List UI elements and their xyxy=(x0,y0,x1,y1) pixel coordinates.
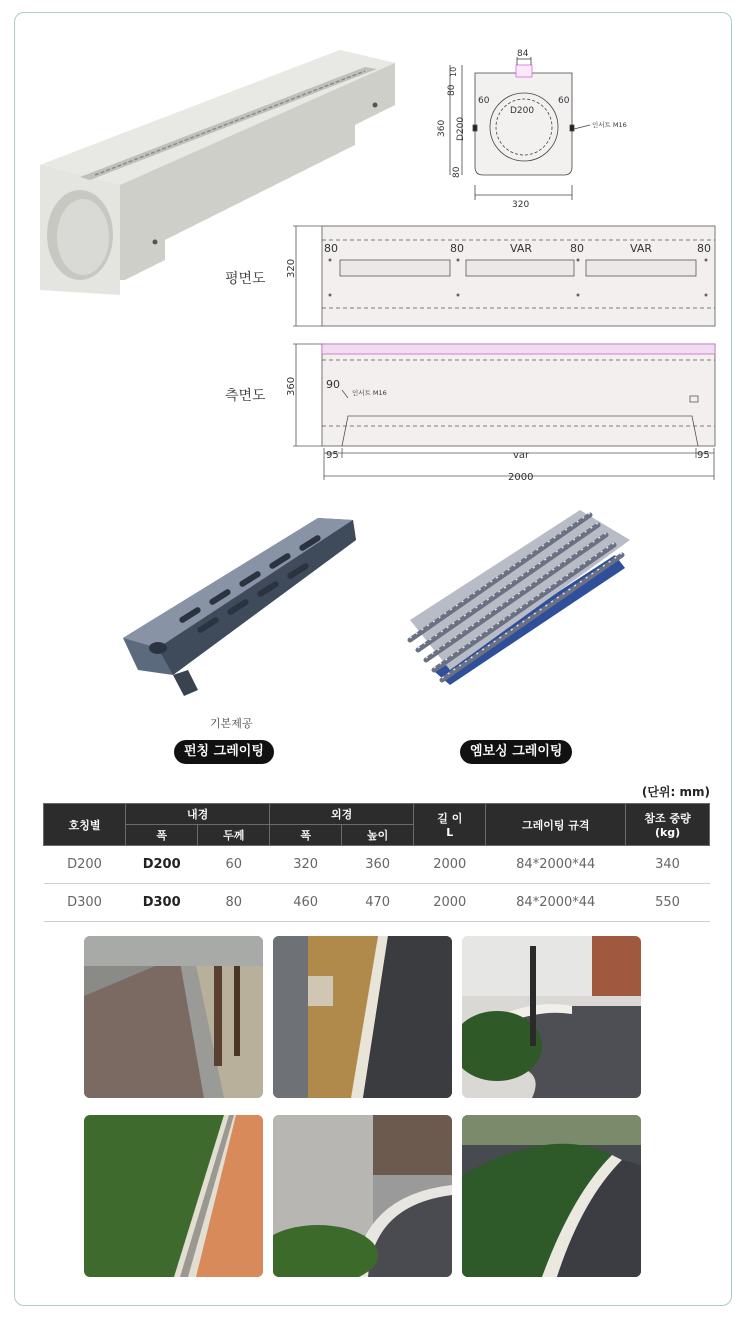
photo-lawn-edge-drain xyxy=(273,936,452,1098)
table-row xyxy=(44,846,710,884)
dim-10: 10 xyxy=(449,66,458,77)
header-name: 호칭별 xyxy=(44,804,126,846)
side-insert: 인서트 M16 xyxy=(352,389,387,397)
photo-wall-curve-drain xyxy=(273,1115,452,1277)
cell-inner-width: D200 xyxy=(126,846,198,884)
punching-grating-label: 펀칭 그레이팅 xyxy=(174,740,274,764)
d200-side: D200 xyxy=(456,116,466,141)
cell-outer-height: 470 xyxy=(342,884,414,922)
dim-80-bottom: 80 xyxy=(452,166,462,178)
header-outer: 외경 xyxy=(270,804,414,825)
cross-section-drawing xyxy=(420,45,640,215)
side-var: var xyxy=(513,450,530,461)
header-weight: 참조 중량 (kg) xyxy=(626,804,710,846)
cell-length: 2000 xyxy=(414,846,486,884)
plan-seg-1: 80 xyxy=(324,242,338,255)
cell-name: D300 xyxy=(44,884,126,922)
table-row xyxy=(44,884,710,922)
photo-grass-paver-drain xyxy=(84,1115,263,1277)
plan-seg-3: VAR xyxy=(510,242,532,255)
side-view-drawing xyxy=(278,338,723,486)
cell-outer-height: 360 xyxy=(342,846,414,884)
photo-wet-sidewalk-drain xyxy=(84,936,263,1098)
cell-inner-thick: 60 xyxy=(198,846,270,884)
cell-outer-width: 460 xyxy=(270,884,342,922)
d200-center: D200 xyxy=(510,106,535,116)
side-height: 360 xyxy=(286,376,297,396)
photo-curved-road-drain xyxy=(462,936,641,1098)
cell-weight: 340 xyxy=(626,846,710,884)
cell-inner-thick: 80 xyxy=(198,884,270,922)
header-outer-height: 높이 xyxy=(342,825,414,846)
cell-inner-width: D300 xyxy=(126,884,198,922)
header-grating: 그레이팅 규격 xyxy=(486,804,626,846)
side-dim-90: 90 xyxy=(326,378,340,391)
header-inner: 내경 xyxy=(126,804,270,825)
plan-height: 320 xyxy=(286,258,297,278)
header-outer-width: 폭 xyxy=(270,825,342,846)
dim-60-right: 60 xyxy=(558,96,570,106)
plan-seg-5: VAR xyxy=(630,242,652,255)
default-supply-note: 기본제공 xyxy=(210,717,253,730)
dim-84: 84 xyxy=(517,49,529,59)
dim-80-top: 80 xyxy=(447,84,457,96)
side-total: 2000 xyxy=(508,472,534,483)
unit-label: (단위: mm) xyxy=(641,785,710,799)
embossing-grating-image xyxy=(390,500,635,695)
side-view-label: 측면도 xyxy=(225,388,266,404)
plan-view-drawing xyxy=(278,220,723,332)
dim-360: 360 xyxy=(437,119,447,137)
header-inner-thick: 두께 xyxy=(198,825,270,846)
plan-seg-2: 80 xyxy=(450,242,464,255)
width-320: 320 xyxy=(512,200,530,210)
cell-grating: 84*2000*44 xyxy=(486,846,626,884)
cell-grating: 84*2000*44 xyxy=(486,884,626,922)
cell-outer-width: 320 xyxy=(270,846,342,884)
spec-table xyxy=(43,803,710,922)
side-left-95: 95 xyxy=(326,450,339,461)
header-length: 길 이 L xyxy=(414,804,486,846)
cell-weight: 550 xyxy=(626,884,710,922)
header-inner-width: 폭 xyxy=(126,825,198,846)
insert-label: 인서트 M16 xyxy=(592,121,627,129)
plan-seg-6: 80 xyxy=(697,242,711,255)
embossing-grating-label: 엠보싱 그레이팅 xyxy=(460,740,572,764)
photo-garden-curve-drain xyxy=(462,1115,641,1277)
side-right-95: 95 xyxy=(697,450,710,461)
dim-60-left: 60 xyxy=(478,96,490,106)
plan-view-label: 평면도 xyxy=(225,271,266,287)
cell-length: 2000 xyxy=(414,884,486,922)
plan-seg-4: 80 xyxy=(570,242,584,255)
punching-grating-image xyxy=(118,510,360,700)
cell-name: D200 xyxy=(44,846,126,884)
